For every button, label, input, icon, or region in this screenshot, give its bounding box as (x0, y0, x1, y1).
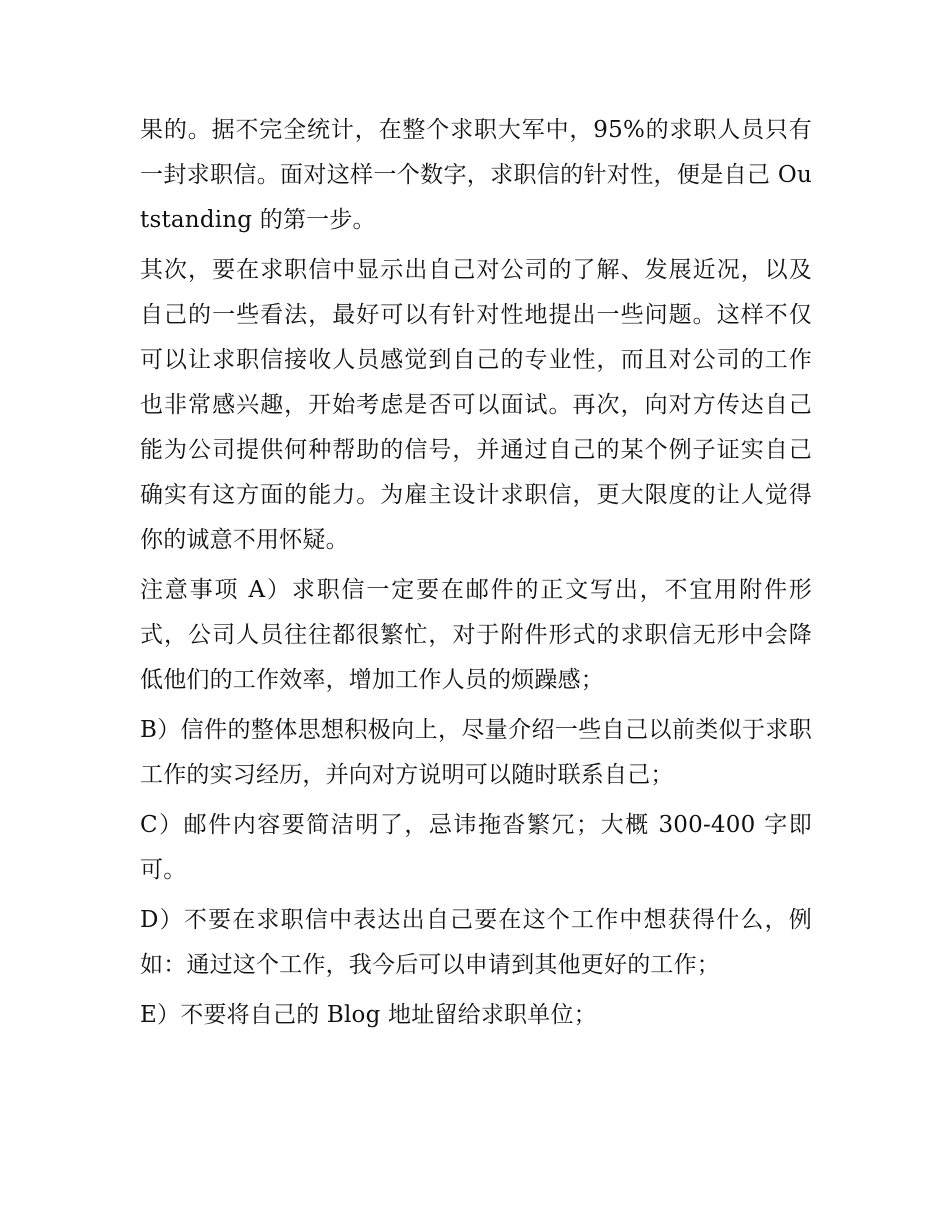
paragraph-continuation: 果的。据不完全统计，在整个求职大军中，95%的求职人员只有一封求职信。面对这样一个数字，求职信的针对性，便是自己 Outstanding 的第一步。 (140, 117, 812, 233)
paragraph-note-a: 注意事项 A）求职信一定要在邮件的正文写出，不宜用附件形式，公司人员往往都很繁忙，对于附件形式的求职信无形中会降低他们的工作效率，增加工作人员的烦躁感； (140, 577, 812, 693)
paragraph-note-b: B）信件的整体思想积极向上，尽量介绍一些自己以前类似于求职工作的实习经历，并向对方说明可以随时联系自己； (140, 717, 812, 788)
paragraph-note-d: D）不要在求职信中表达出自己要在这个工作中想获得什么，例如：通过这个工作，我今后可以申请到其他更好的工作； (140, 907, 812, 978)
document-page (140, 108, 812, 1043)
paragraph-note-c: C）邮件内容要简洁明了，忌讳拖沓繁冗；大概 300-400 字即可。 (140, 812, 812, 883)
paragraph-second-point: 其次，要在求职信中显示出自己对公司的了解、发展近况，以及自己的一些看法，最好可以有针对性地提出一些问题。这样不仅可以让求职信接收人员感觉到自己的专业性，而且对公司的工作也非常感兴趣，开始考虑是否可以面试。再次，向对方传达自己能为公司提供何种帮助的信号，并通过自己的某个例子证实自己确实有这方面的能力。为雇主设计求职信，更大限度的让人觉得你的诚意不用怀疑。 (140, 257, 812, 553)
paragraph-note-e: E）不要将自己的 Blog 地址留给求职单位； (140, 1002, 597, 1028)
